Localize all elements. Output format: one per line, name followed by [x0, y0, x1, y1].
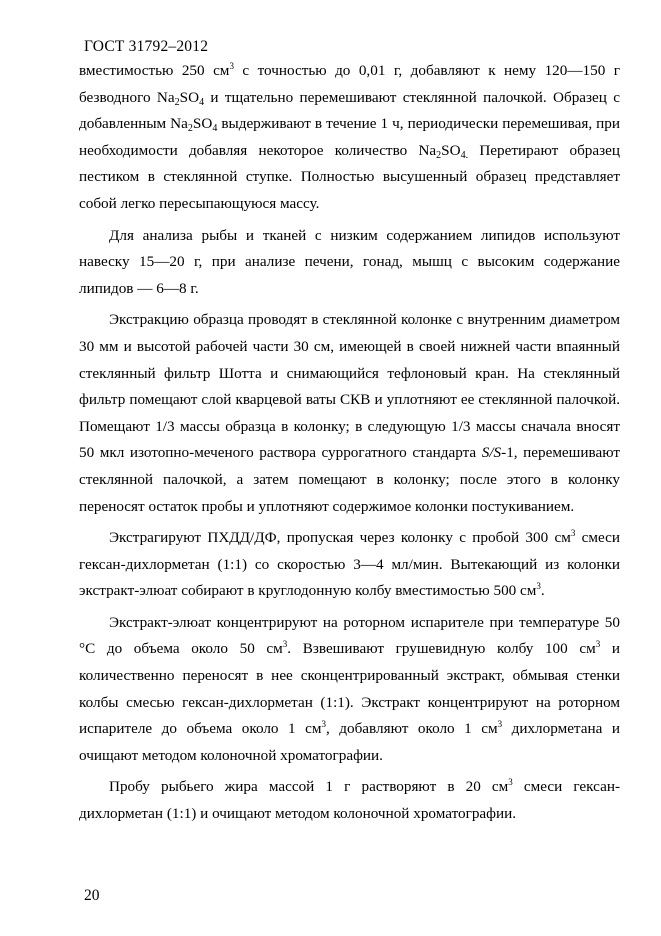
- document-header: ГОСТ 31792–2012: [84, 38, 209, 55]
- paragraph-1: вместимостью 250 $см^3$ с точностью до 0,01 г, добавляют к нему 120—150 г безводного $Na_2SO_4$ и тщательно перемешивают стеклянной палочкой. Образец с добавленным $Na_2SO_4$ выдерживают в течение 1 ч, периодически перемешивая, при необходимости добавляя некоторое количество $Na_2SO_{4.}$ Перетирают образец пестиком в стеклянной ступке. Полностью высушенный образец представляет собой легко пересыпающуюся массу.: [79, 61, 621, 212]
- paragraph-2: Для анализа рыбы и тканей с низким содержанием липидов используют навеску 15—20 г, при анализе печени, гонад, мышц с высоким содержание липидов — 6—8 г.: [79, 226, 620, 297]
- paragraph-4: Экстрагируют ПХДД/ДФ, пропуская через колонку с пробой 300 $см^3$ смеси гексан-дихлорметан (1:1) со скоростью 3—4 мл/мин. Вытекающий из колонки экстракт-элюат собирают в круглодонную колбу вместимостью 500 $см^3$.: [79, 528, 620, 600]
- page-number: 20: [84, 887, 100, 904]
- document-body: [79, 58, 620, 828]
- paragraph-6: Пробу рыбьего жира массой 1 г растворяют в 20 $см^3$ смеси гексан-дихлорметан (1:1) и очищают методом колоночной хроматографии.: [79, 777, 620, 823]
- paragraph-3: Экстракцию образца проводят в стеклянной колонке с внутренним диаметром 30 мм и высотой рабочей части 30 см, имеющей в своей нижней части впаянный стеклянный фильтр Шотта и снимающийся тефлоновый кран. На стеклянный фильтр помещают слой кварцевой ваты СКВ и уплотняют ее стеклянной палочкой. Помещают 1/3 массы образца в колонку; в следующую 1/3 массы сначала вносят 50 мкл изотопно-меченого раствора суррогатного стандарта S/S-1, перемешивают стеклянной палочкой, а затем помещают в колонку; после этого в колонку переносят остаток пробы и уплотняют содержимое колонки постукиванием.: [79, 311, 620, 515]
- paragraph-5: Экстракт-элюат концентрируют на роторном испарителе при температуре 50 °С до объема около 50 $см^3$. Взвешивают грушевидную колбу 100 $см^3$ и количественно переносят в нее сконцентрированный экстракт, обмывая стенки колбы смесью гексан-дихлорметан (1:1). Экстракт концентрируют на роторном испарителе до объема около 1 $см^3$, добавляют около 1 $см^3$ дихлорметана и очищают методом колоночной хроматографии.: [79, 613, 620, 764]
